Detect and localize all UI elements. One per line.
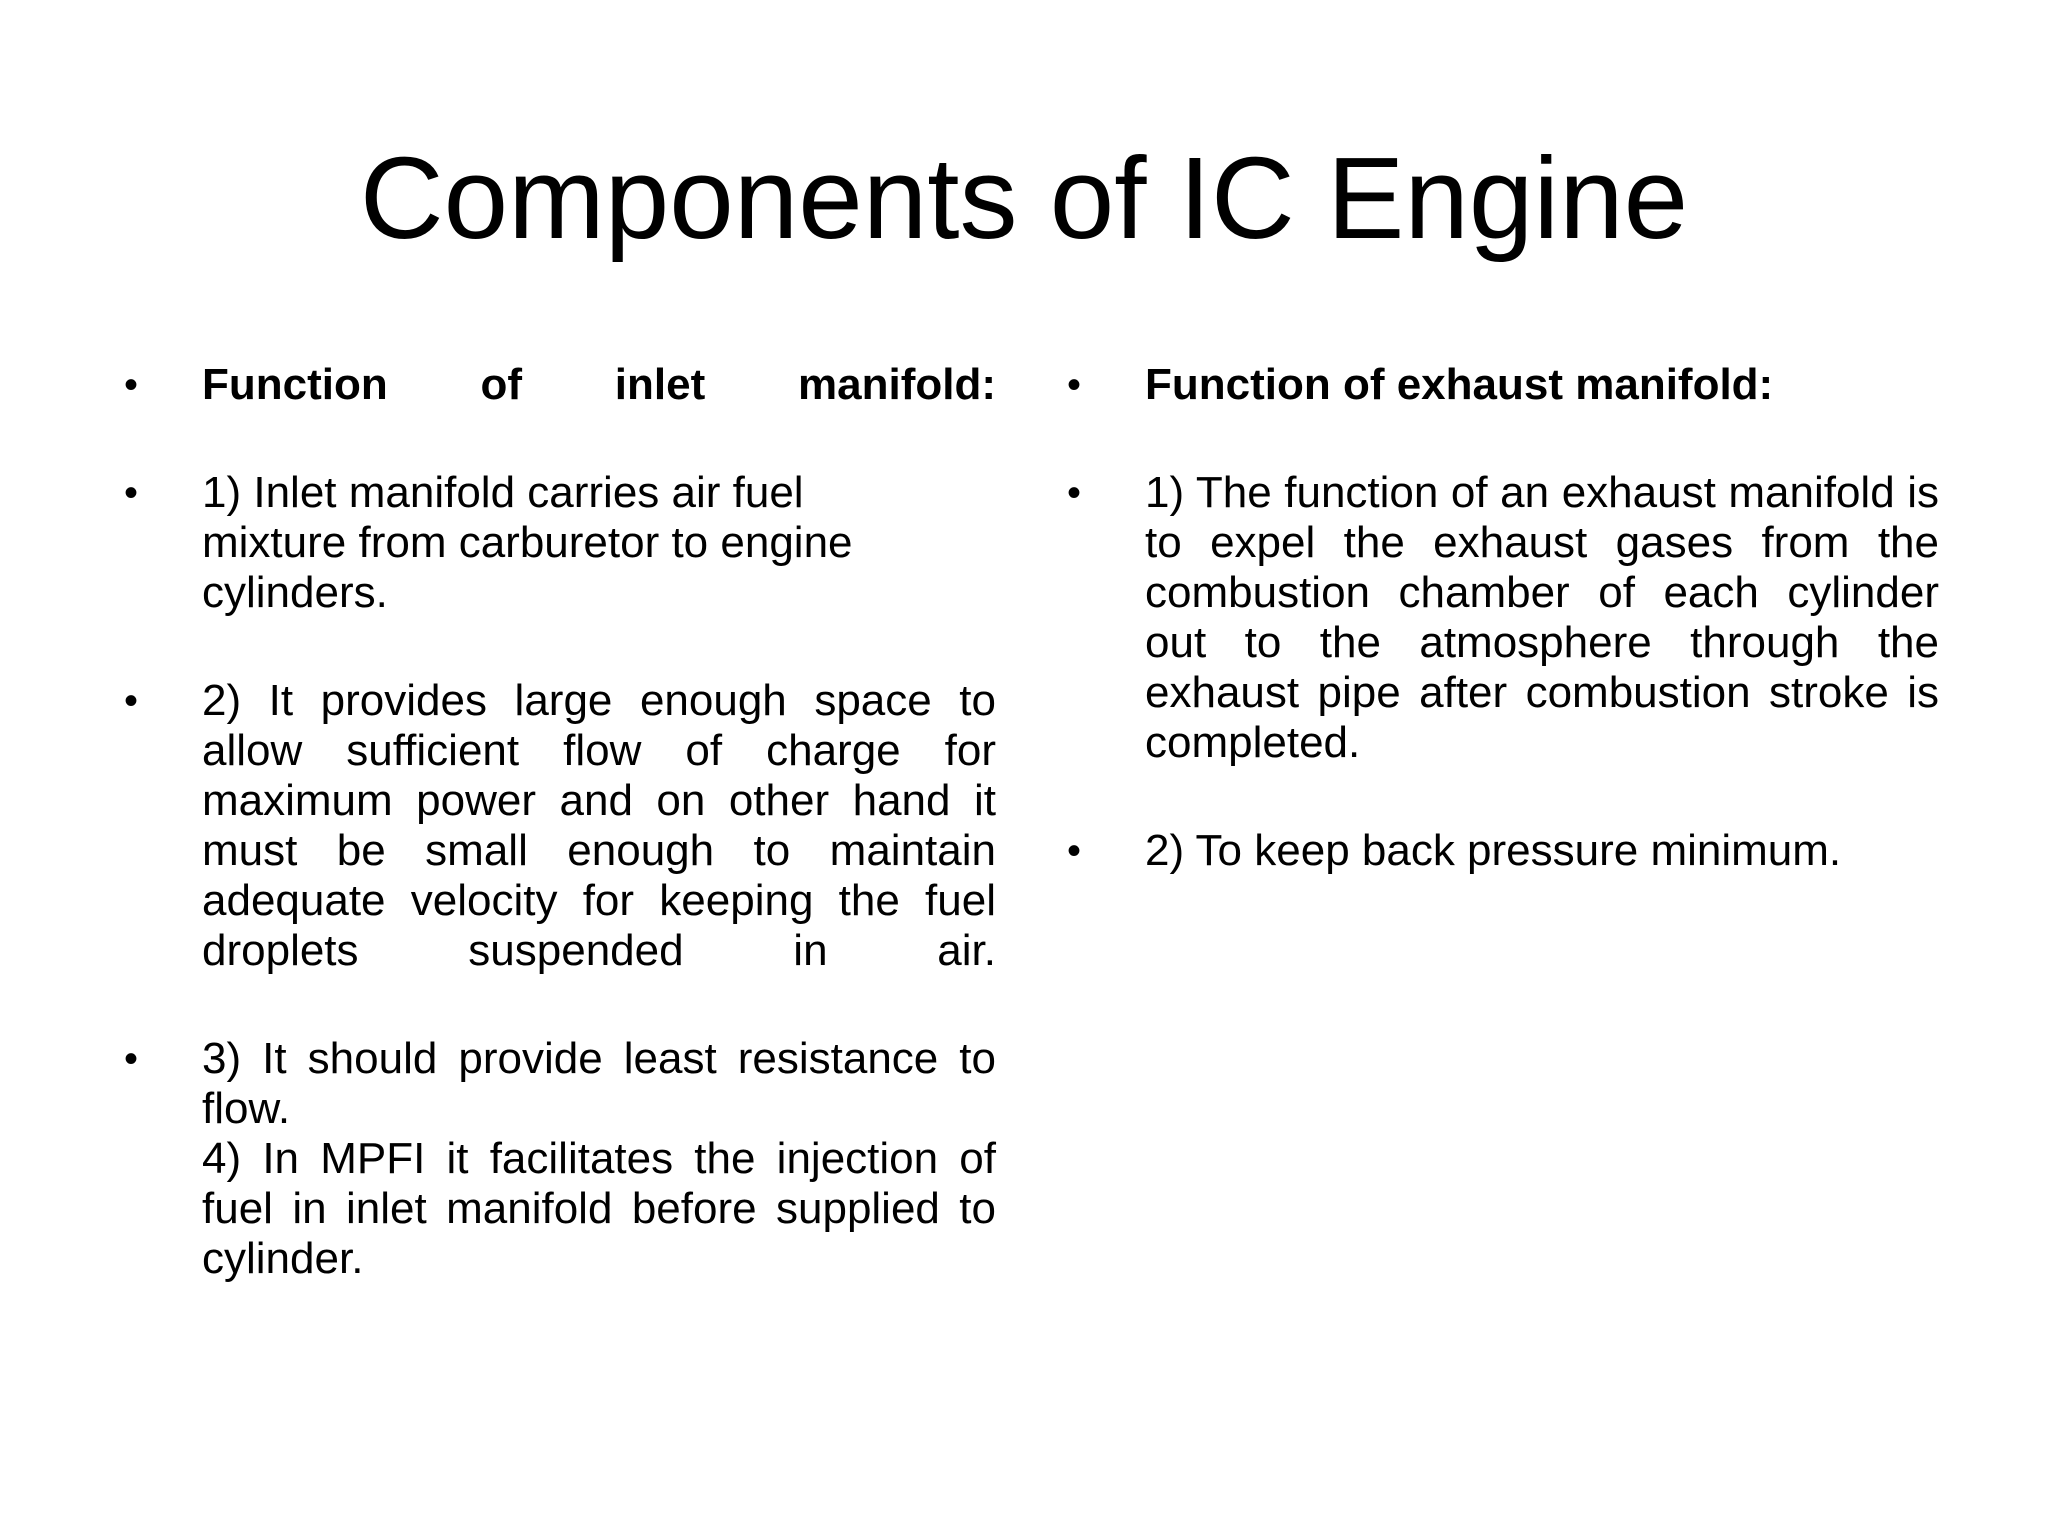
list-item (120, 360, 996, 410)
bullet-icon: • (124, 679, 139, 723)
exhaust-manifold-heading: Function of exhaust manifold: (1145, 360, 1774, 409)
exhaust-manifold-list (1063, 360, 1939, 934)
inlet-manifold-list (120, 360, 996, 1342)
bullet-icon: • (1067, 363, 1082, 407)
exhaust-point-1: 1) The function of an exhaust manifold is to expel the exhaust gases from the combustion chamber of each cylinder out to the atmosphere through the exhaust pipe after combustion stroke is completed. (1145, 468, 1939, 767)
inlet-point-1: 1) Inlet manifold carries air fuel mixture from carburetor to engine cylinders. (202, 468, 853, 617)
inlet-point-3: 3) It should provide least resistance to flow. (202, 1034, 996, 1133)
list-item (120, 1034, 996, 1284)
bullet-icon: • (1067, 829, 1082, 873)
list-item (1063, 360, 1939, 410)
list-item (120, 468, 996, 618)
list-item (1063, 468, 1939, 768)
bullet-icon: • (1067, 471, 1082, 515)
list-item (120, 676, 996, 976)
bullet-icon: • (124, 363, 139, 407)
list-item (1063, 826, 1939, 876)
exhaust-point-2: 2) To keep back pressure minimum. (1145, 826, 1842, 875)
inlet-point-4: 4) In MPFI it facilitates the injection of fuel in inlet manifold before supplied to cylinder. (202, 1134, 996, 1283)
inlet-point-2: 2) It provides large enough space to allow sufficient flow of charge for maximum power and on other hand it must be small enough to maintain adequate velocity for keeping the fuel droplets suspended in air. (202, 676, 996, 975)
bullet-icon: • (124, 471, 139, 515)
bullet-icon: • (124, 1037, 139, 1081)
slide-title: Components of IC Engine (359, 133, 1689, 263)
inlet-manifold-heading: Function of inlet manifold: (202, 360, 996, 409)
